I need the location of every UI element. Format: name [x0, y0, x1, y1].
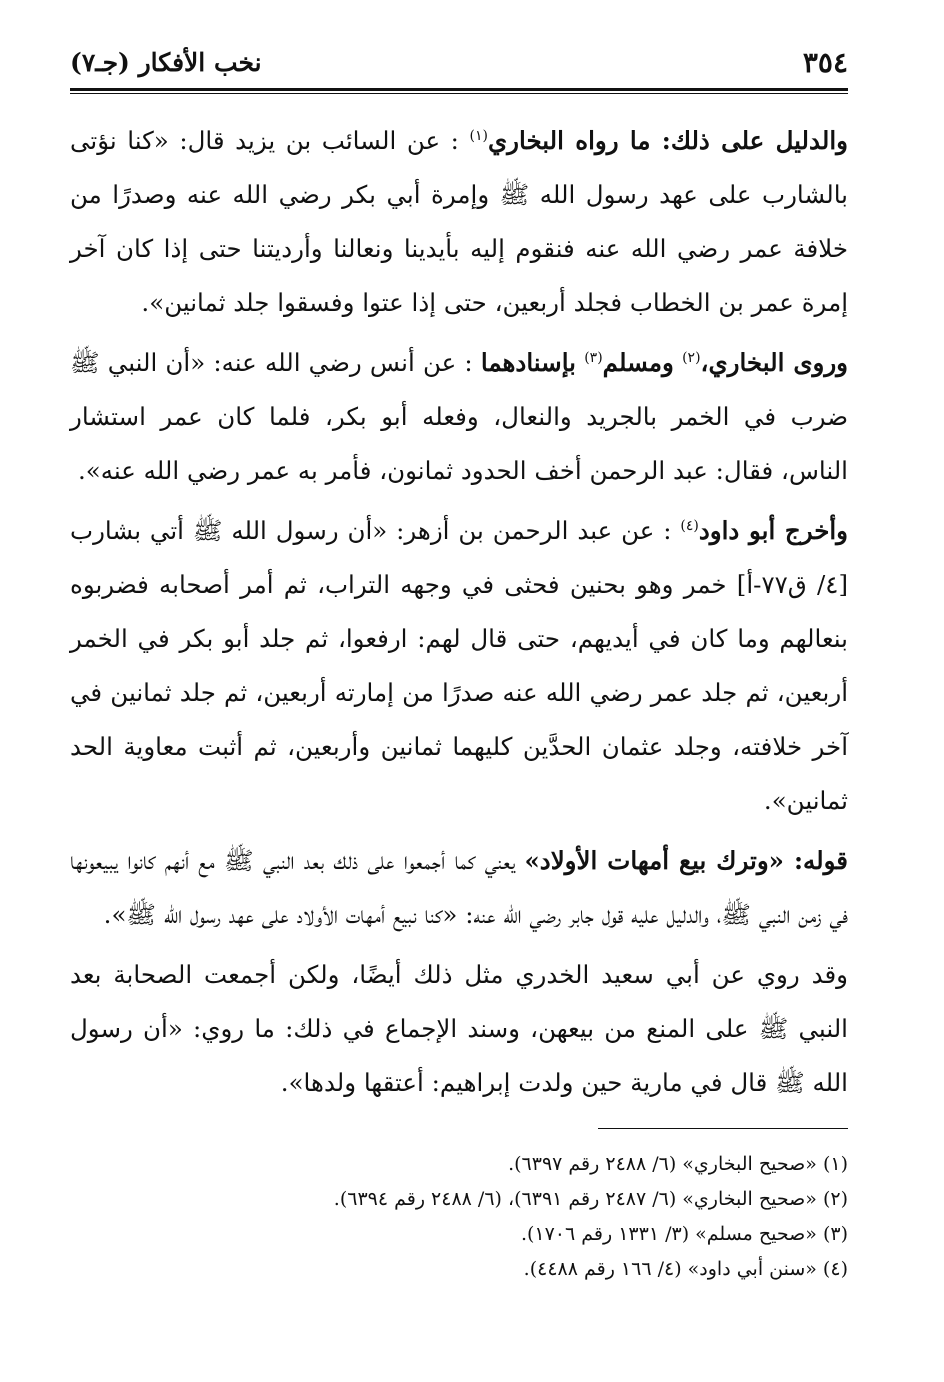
footnote-1: (١) «صحيح البخاري» (٦/ ٢٤٨٨ رقم ٦٣٩٧). — [508, 1153, 848, 1175]
running-title: نخب الأفكار (جـ٧) — [70, 47, 262, 77]
paragraph-lead-isnad: بإسنادهما — [480, 348, 576, 377]
footnote-2: (٢) «صحيح البخاري» (٦/ ٢٤٨٧ رقم ٦٣٩١)، (٦/ ٢٤٨٨ رقم ٦٣٩٤). — [333, 1188, 848, 1210]
paragraph-text: وقد روي عن أبي سعيد الخدري مثل ذلك أيضًا، ولكن أجمعت الصحابة بعد النبي ﷺ على المنع من بيعهن، وسند الإجماع في ذلك: ما روي: «أن رسول الله ﷺ قال في مارية حين ولدت إبراهيم: أعتقها ولدها». — [70, 960, 848, 1097]
paragraph-ijma — [70, 948, 848, 1110]
page-header — [70, 40, 848, 84]
paragraph-bukhari-muslim-anas — [70, 336, 848, 498]
paragraph-lead: قوله: «وترك بيع أمهات الأولاد» — [524, 846, 848, 875]
paragraph-text: : عن عبد الرحمن بن أزهر: «أن رسول الله ﷺ أتي بشارب [٤/ ق٧٧-أ] خمر وهو بحنين فحثى في وجهه التراب، ثم أمر أصحابه فضربوه بنعالهم وما كان في أيديهم، حتى قال لهم: ارفعوا، ثم جلد أبو بكر في الخمر أربعين، ثم جلد عمر رضي الله عنه صدرًا من إمارته أربعين، ثم جلد ثمانين في آخر خلافته، وجلد عثمان الحدَّين كليهما ثمانين وأربعين، ثم أثبت معاوية الحد ثمانين». — [70, 516, 848, 815]
book-page — [70, 40, 848, 1350]
footnote-ref-2[interactable]: (٢) — [682, 349, 701, 366]
paragraph-lead-muslim: ومسلم — [602, 348, 674, 377]
paragraph-bukhari-saib — [70, 114, 848, 330]
paragraph-text: يعني كما أجمعوا على ذلك بعد النبي ﷺ مع أنهم كانوا يبيعونها في زمن النبي ﷺ، والدليل عليه قول جابر رضي الله عنه: «كنا نبيع أمهات الأولاد على عهد رسول الله ﷺ». — [70, 846, 848, 929]
footnotes — [70, 1147, 848, 1287]
paragraph-lead: والدليل على ذلك: ما رواه البخاري — [487, 126, 848, 155]
paragraph-umm-walad — [70, 834, 848, 942]
header-rule-thin — [70, 93, 848, 94]
footnote-ref-3[interactable]: (٣) — [584, 349, 603, 366]
paragraph-text: : عن السائب بن يزيد قال: «كنا نؤتى بالشارب على عهد رسول الله ﷺ وإمرة أبي بكر رضي الله عنه وصدرًا من خلافة عمر رضي الله عنه فنقوم إليه بأيدينا ونعالنا وأرديتنا حتى إذا كان آخر إمرة عمر بن الخطاب فجلد أربعين، حتى إذا عتوا وفسقوا جلد ثمانين». — [70, 126, 848, 317]
footnote-separator — [598, 1128, 848, 1129]
footnote-3: (٣) «صحيح مسلم» (٣/ ١٣٣١ رقم ١٧٠٦). — [520, 1223, 848, 1245]
header-rule-thick — [70, 88, 848, 91]
main-text — [70, 114, 848, 1110]
footnote-4: (٤) «سنن أبي داود» (٤/ ١٦٦ رقم ٤٤٨٨). — [523, 1258, 848, 1280]
paragraph-text: : عن أنس رضي الله عنه: «أن النبي ﷺ ضرب في الخمر بالجريد والنعال، وفعله أبو بكر، فلما كان عمر استشار الناس، فقال: عبد الرحمن أخف الحدود ثمانون، فأمر به عمر رضي الله عنه». — [70, 348, 848, 485]
paragraph-lead: وأخرج أبو داود — [698, 516, 848, 545]
paragraph-abu-dawud — [70, 504, 848, 828]
footnote-ref-1[interactable]: (١) — [469, 127, 488, 144]
footnote-ref-4[interactable]: (٤) — [680, 517, 699, 534]
page-number: ٣٥٤ — [802, 45, 848, 79]
paragraph-lead: وروى البخاري، — [700, 348, 848, 377]
